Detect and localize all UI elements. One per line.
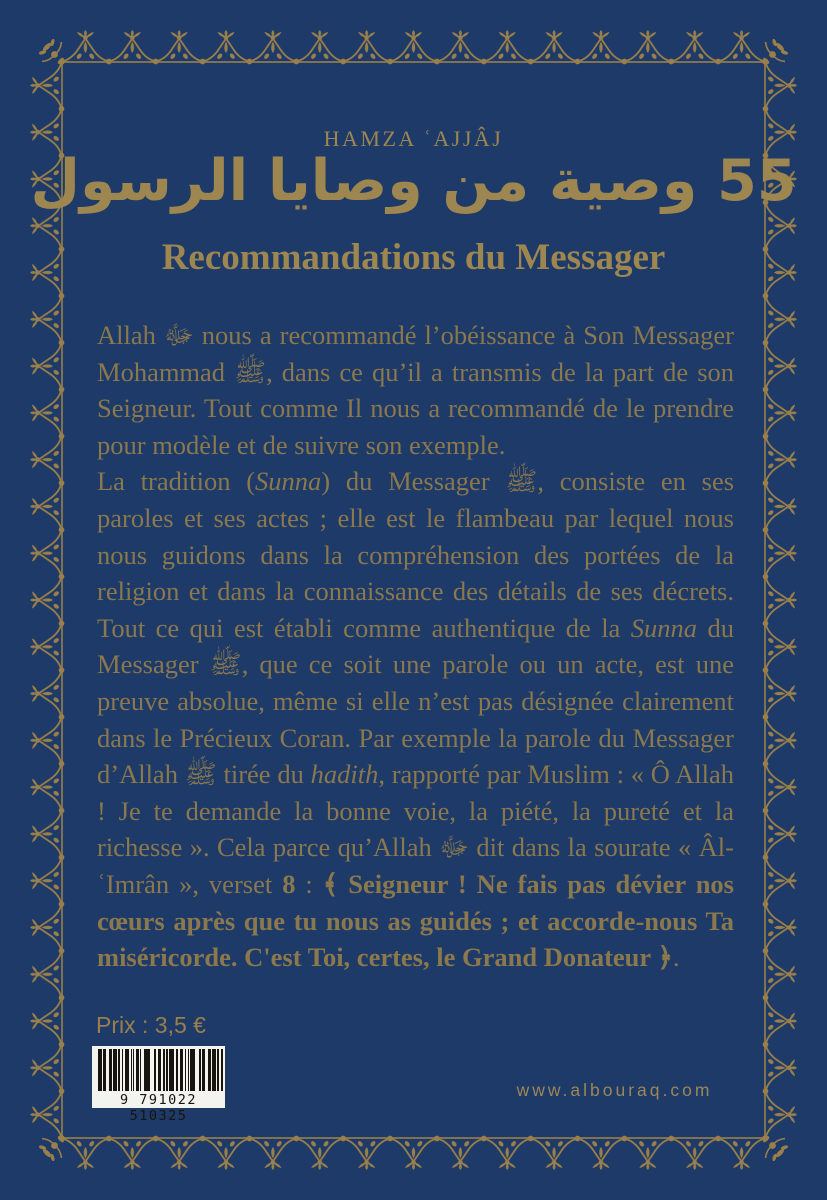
body-text bbox=[97, 317, 734, 976]
paragraph: Allah ﷻ nous a recommandé l’obéissance à Son Messager Mohammad ﷺ, dans ce qu’il a transmis de la part de son Seigneur. Tout comme Il nous a recommandé de le prendre pour modèle et de suivre son exemple. bbox=[97, 320, 735, 460]
price-label: Prix : 3,5 € bbox=[96, 1012, 206, 1038]
barcode bbox=[92, 1046, 225, 1124]
arabic-title: 55 وصية من وصايا الرسول bbox=[30, 148, 797, 214]
barcode-number: 9 791022 510325 bbox=[119, 1092, 198, 1124]
paragraph: La tradition (Sunna) du Messager ﷺ, consiste en ses paroles et ses actes ; elle est le flambeau par lequel nous nous guidons dans la compréhension des portées de la religion et dans la connaissance des détails de ses décrets. Tout ce qui est établi comme authentique de la Sunna du Messager ﷺ, que ce soit une parole ou un acte, est une preuve absolue, même si elle n’est pas désignée clairement dans le Précieux Coran. Par exemple la parole du Messager d’Allah ﷺ tirée du hadith, rapporté par Muslim : « Ô Allah ! Je te demande la bonne voie, la piété, la pureté et la richesse ». Cela parce qu’Allah ﷻ dit dans la sourate « Âl-ʿImrân », verset 8 : ﴾ Seigneur ! Ne fais pas dévier nos cœurs après que tu nous as guidés ; et accorde-nous Ta miséricorde. C'est Toi, certes, le Grand Donateur ﴿. bbox=[97, 466, 735, 973]
barcode-bars bbox=[98, 1049, 223, 1091]
author-name: HAMZA ʿAJJÂJ bbox=[323, 126, 504, 151]
website-url: www.albouraq.com bbox=[516, 1080, 713, 1100]
french-title: Recommandations du Messager bbox=[161, 237, 666, 278]
